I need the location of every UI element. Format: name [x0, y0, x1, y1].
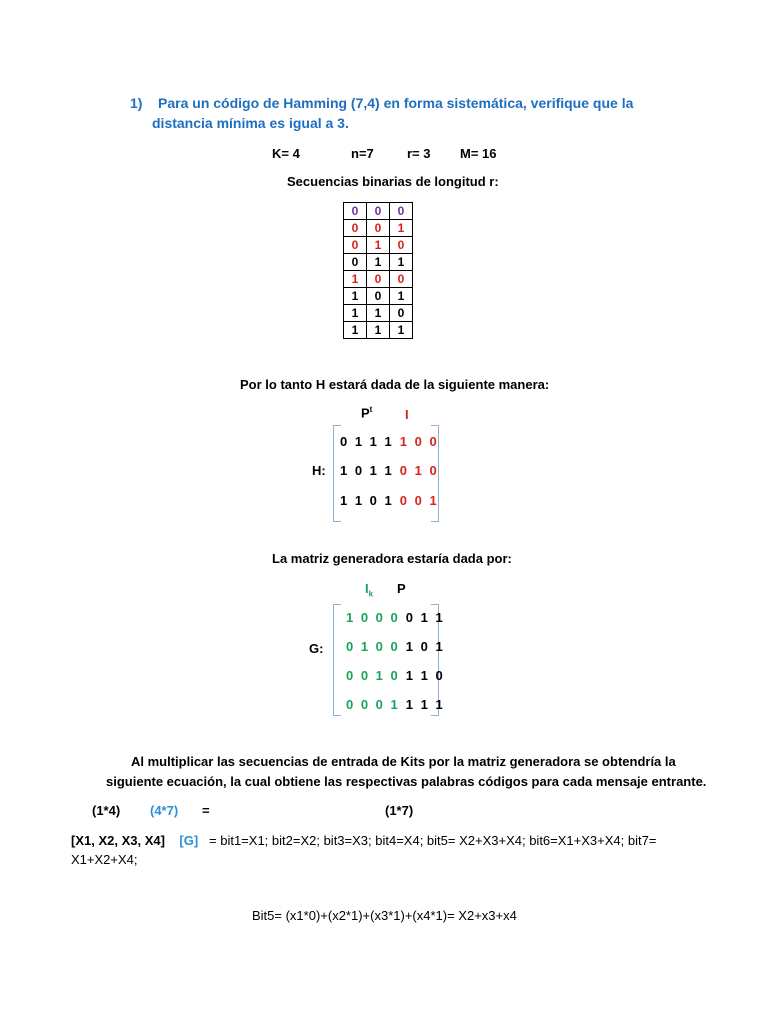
g-matrix-left-bracket — [333, 604, 341, 716]
h-column-i-label: I — [405, 407, 409, 422]
sequence-cell: 0 — [367, 220, 390, 237]
param-m: M= 16 — [460, 146, 497, 161]
sequence-cell: 1 — [390, 254, 413, 271]
sequence-row — [344, 288, 413, 305]
param-k: K= 4 — [272, 146, 300, 161]
sequence-row — [344, 271, 413, 288]
sequence-cell: 1 — [367, 254, 390, 271]
dimension-g: (4*7) — [150, 803, 179, 818]
h-row-identity: 0 0 1 — [399, 493, 439, 508]
sequence-cell: 0 — [367, 288, 390, 305]
binary-sequence-table — [343, 202, 413, 339]
sequence-cell: 0 — [390, 305, 413, 322]
sequence-cell: 1 — [344, 322, 367, 339]
param-n: n=7 — [351, 146, 374, 161]
sequence-cell: 0 — [367, 203, 390, 220]
g-column-i-label: $I_k$ — [365, 581, 374, 599]
dimension-vector: (1*4) — [92, 803, 121, 818]
sequence-row — [344, 237, 413, 254]
g-row-parity: 1 1 1 — [405, 697, 445, 712]
sequence-cell: 0 — [390, 271, 413, 288]
h-row-parity: 0 1 1 1 — [340, 434, 394, 449]
h-column-p-label: $P^t$ — [361, 405, 373, 421]
g-row-identity: 0 0 1 0 — [346, 668, 400, 683]
g-matrix-row — [346, 639, 445, 654]
sequence-cell: 0 — [367, 271, 390, 288]
h-matrix-title: Por lo tanto H estará dada de la siguiente manera: — [240, 377, 550, 392]
sequence-cell: 0 — [390, 203, 413, 220]
h-matrix-row — [340, 463, 439, 478]
h-row-parity: 1 0 1 1 — [340, 463, 394, 478]
sequence-cell: 1 — [367, 322, 390, 339]
g-matrix-row — [346, 668, 445, 683]
g-row-identity: 0 1 0 0 — [346, 639, 400, 654]
sequence-cell: 1 — [367, 237, 390, 254]
g-row-parity: 0 1 1 — [405, 610, 445, 625]
equation-line-2: X1+X2+X4; — [71, 852, 138, 867]
dimension-result: (1*7) — [385, 803, 414, 818]
heading-line-1 — [130, 95, 633, 111]
sequence-cell: 0 — [390, 237, 413, 254]
paragraph-line-2: siguiente ecuación, la cual obtiene las respectivas palabras códigos para cada mensaje entrante. — [106, 774, 707, 789]
sequence-row — [344, 203, 413, 220]
g-matrix-row — [346, 697, 445, 712]
heading-number: 1) — [130, 95, 143, 111]
equation-line-1 — [71, 833, 656, 848]
sequence-row — [344, 220, 413, 237]
sequence-cell: 0 — [344, 220, 367, 237]
h-matrix-row — [340, 434, 439, 449]
heading-text-2: distancia mínima es igual a 3. — [152, 115, 349, 131]
sequence-cell: 1 — [390, 288, 413, 305]
sequence-cell: 1 — [344, 305, 367, 322]
sequence-cell: 0 — [344, 237, 367, 254]
sequence-cell: 0 — [344, 203, 367, 220]
h-row-parity: 1 1 0 1 — [340, 493, 394, 508]
g-row-parity: 1 1 0 — [405, 668, 445, 683]
h-matrix-label: H: — [312, 463, 326, 478]
g-column-p-label: P — [397, 581, 406, 596]
heading-text-1: Para un código de Hamming (7,4) en forma sistemática, verifique que la — [158, 95, 634, 111]
g-row-parity: 1 0 1 — [405, 639, 445, 654]
g-row-identity: 1 0 0 0 — [346, 610, 400, 625]
sequence-row — [344, 322, 413, 339]
equation-vector: [X1, X2, X3, X4] — [71, 833, 165, 848]
equation-bits: = bit1=X1; bit2=X2; bit3=X3; bit4=X4; bit5= X2+X3+X4; bit6=X1+X3+X4; bit7= — [209, 833, 657, 848]
g-matrix-label: G: — [309, 641, 324, 656]
sequence-cell: 1 — [344, 271, 367, 288]
dimension-equals: = — [202, 803, 210, 818]
sequence-cell: 1 — [344, 288, 367, 305]
sequence-cell: 1 — [390, 322, 413, 339]
h-row-identity: 0 1 0 — [399, 463, 439, 478]
g-matrix-title: La matriz generadora estaría dada por: — [272, 551, 512, 566]
equation-g: [G] — [179, 833, 199, 848]
sequences-title: Secuencias binarias de longitud r: — [287, 174, 499, 189]
sequence-cell: 0 — [344, 254, 367, 271]
g-matrix-row — [346, 610, 445, 625]
bit5-equation: Bit5= (x1*0)+(x2*1)+(x3*1)+(x4*1)= X2+x3+x4 — [252, 908, 517, 923]
sequence-cell: 1 — [367, 305, 390, 322]
sequence-row — [344, 305, 413, 322]
sequence-cell: 1 — [390, 220, 413, 237]
g-row-identity: 0 0 0 1 — [346, 697, 400, 712]
paragraph-line-1: Al multiplicar las secuencias de entrada de Kits por la matriz generadora se obtendría la — [131, 754, 676, 769]
h-row-identity: 1 0 0 — [399, 434, 439, 449]
sequence-row — [344, 254, 413, 271]
param-r: r= 3 — [407, 146, 431, 161]
h-matrix-row — [340, 493, 439, 508]
